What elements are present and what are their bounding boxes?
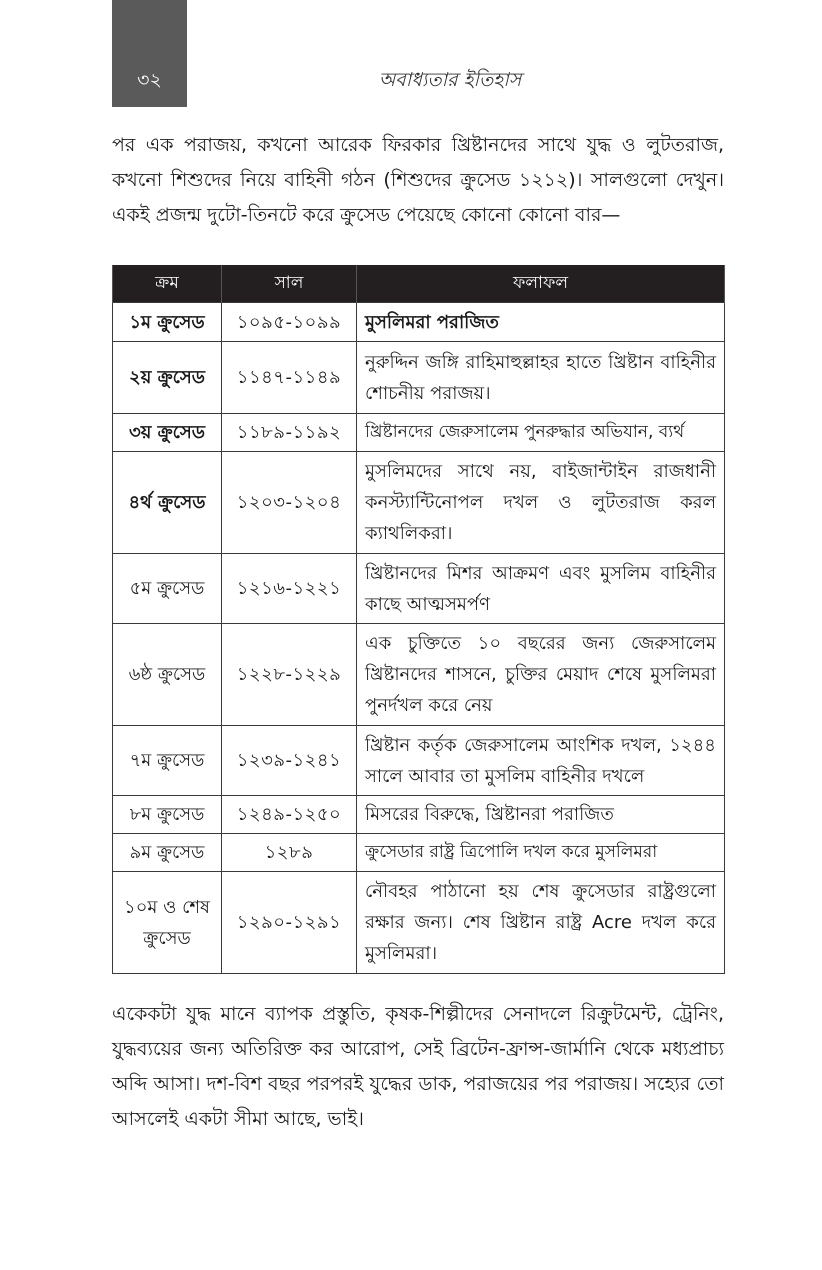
crusade-name: ১০ম ও শেষ ক্রুসেড (113, 872, 222, 974)
crusade-years: ১০৯৫-১০৯৯ (222, 303, 357, 342)
crusades-table (112, 265, 725, 974)
page-number: ৩২ (137, 69, 162, 91)
table-header-row (113, 265, 725, 303)
column-header-year: সাল (222, 265, 357, 303)
intro-paragraph: পর এক পরাজয়, কখনো আরেক ফিরকার খ্রিষ্টানদের সাথে যুদ্ধ ও লুটতরাজ, কখনো শিশুদের নিয়ে বাহিনী গঠন (শিশুদের ক্রুসেড ১২১২)। সালগুলো দেখুন। একই প্রজন্ম দুটো-তিনটে করে ক্রুসেড পেয়েছে কোনো কোনো বার— (112, 134, 724, 226)
crusade-name: ৩য় ক্রুসেড (113, 414, 222, 452)
crusade-name: ৪র্থ ক্রুসেড (113, 452, 222, 554)
crusade-name: ৮ম ক্রুসেড (113, 796, 222, 834)
crusade-years: ১২২৮-১২২৯ (222, 624, 357, 726)
crusade-years: ১২৮৯ (222, 834, 357, 872)
column-header-result: ফলাফল (357, 265, 725, 303)
crusade-years: ১২৯০-১২৯১ (222, 872, 357, 974)
page-number-tab (112, 0, 187, 107)
crusade-name: ২য় ক্রুসেড (113, 342, 222, 414)
crusade-result: খ্রিষ্টান কর্তৃক জেরুসালেম আংশিক দখল, ১২৪৪ সালে আবার তা মুসলিম বাহিনীর দখলে (357, 726, 725, 796)
crusade-years: ১২০৩-১২০৪ (222, 452, 357, 554)
table-row (113, 624, 725, 726)
table-row (113, 834, 725, 872)
crusade-years: ১২৪৯-১২৫০ (222, 796, 357, 834)
crusade-name: ৫ম ক্রুসেড (113, 554, 222, 624)
crusade-result: খ্রিষ্টানদের মিশর আক্রমণ এবং মুসলিম বাহিনীর কাছে আত্মসমর্পণ (357, 554, 725, 624)
crusade-years: ১১৮৯-১১৯২ (222, 414, 357, 452)
running-title: অবাধ্যতার ইতিহাস (378, 69, 522, 91)
crusade-name: ১ম ক্রুসেড (113, 303, 222, 342)
table-row (113, 796, 725, 834)
crusade-name: ৬ষ্ঠ ক্রুসেড (113, 624, 222, 726)
crusade-name: ৯ম ক্রুসেড (113, 834, 222, 872)
table-row (113, 554, 725, 624)
crusade-result: মিসরের বিরুদ্ধে, খ্রিষ্টানরা পরাজিত (357, 796, 725, 834)
table-row (113, 726, 725, 796)
table-row (113, 303, 725, 342)
crusade-result: খ্রিষ্টানদের জেরুসালেম পুনরুদ্ধার অভিযান, ব্যর্থ (357, 414, 725, 452)
crusade-result: এক চুক্তিতে ১০ বছরের জন্য জেরুসালেম খ্রিষ্টানদের শাসনে, চুক্তির মেয়াদ শেষে মুসলিমরা পুনর্দখল করে নেয় (357, 624, 725, 726)
crusade-result: ক্রুসেডার রাষ্ট্র ত্রিপোলি দখল করে মুসলিমরা (357, 834, 725, 872)
column-header-order: ক্রম (113, 265, 222, 303)
crusade-result: নৌবহর পাঠানো হয় শেষ ক্রুসেডার রাষ্ট্রগুলো রক্ষার জন্য। শেষ খ্রিষ্টান রাষ্ট্র Acre দখল করে মুসলিমরা। (357, 872, 725, 974)
crusade-result: মুসলিমরা পরাজিত (357, 303, 725, 342)
table-row (113, 452, 725, 554)
crusade-years: ১২৩৯-১২৪১ (222, 726, 357, 796)
crusade-name: ৭ম ক্রুসেড (113, 726, 222, 796)
outro-paragraph: একেকটা যুদ্ধ মানে ব্যাপক প্রস্তুতি, কৃষক-শিল্পীদের সেনাদলে রিক্রুটমেন্ট, ট্রেনিং, যুদ্ধব্যয়ের জন্য অতিরিক্ত কর আরোপ, সেই ব্রিটেন-ফ্রান্স-জার্মানি থেকে মধ্যপ্রাচ্য অব্দি আসা। দশ-বিশ বছর পরপরই যুদ্ধের ডাক, পরাজয়ের পর পরাজয়। সহ্যের তো আসলেই একটা সীমা আছে, ভাই। (112, 1003, 724, 1130)
crusade-years: ১২১৬-১২২১ (222, 554, 357, 624)
crusade-result: নুরুদ্দিন জঙ্গি রাহিমাহুল্লাহর হাতে খ্রিষ্টান বাহিনীর শোচনীয় পরাজয়। (357, 342, 725, 414)
table-row (113, 342, 725, 414)
table-row (113, 414, 725, 452)
crusade-result: মুসলিমদের সাথে নয়, বাইজান্টাইন রাজধানী কনস্ট্যান্টিনোপল দখল ও লুটতরাজ করল ক্যাথলিকরা। (357, 452, 725, 554)
crusade-years: ১১৪৭-১১৪৯ (222, 342, 357, 414)
table-row (113, 872, 725, 974)
